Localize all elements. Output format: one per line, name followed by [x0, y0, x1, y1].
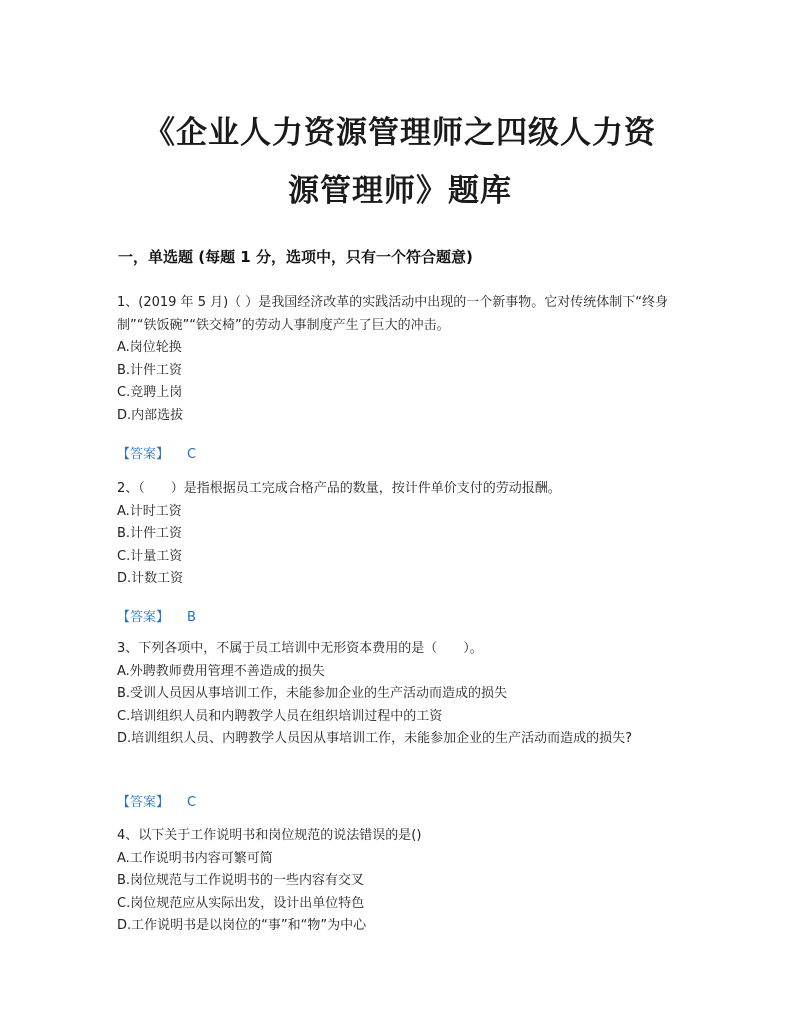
- answer-2: [117, 606, 196, 625]
- question-4: [117, 825, 697, 938]
- answer-value: C: [187, 795, 197, 810]
- option-b: B.受训人员因从事培训工作，未能参加企业的生产活动而造成的损失: [117, 686, 508, 701]
- title-line-2: 源管理师》题库: [288, 173, 512, 209]
- answer-1: [117, 443, 196, 462]
- option-c: C.计量工资: [117, 548, 183, 564]
- question-stem: 3、下列各项中，不属于员工培训中无形资本费用的是（ ）。: [117, 641, 483, 656]
- question-3: [117, 638, 697, 751]
- option-d: D.内部选拔: [117, 407, 184, 423]
- title-line-1: 《企业人力资源管理师之四级人力资: [144, 115, 656, 151]
- option-b: B.计件工资: [117, 362, 183, 378]
- question-stem: 2、（ ）是指根据员工完成合格产品的数量，按计件单价支付的劳动报酬。: [117, 481, 561, 496]
- option-a: A.工作说明书内容可繁可简: [117, 850, 273, 866]
- question-stem: 1、(2019 年 5 月)（ ）是我国经济改革的实践活动中出现的一个新事物。它对传统体制下“终身制”“铁饭碗”“铁交椅”的劳动人事制度产生了巨大的冲击。: [117, 295, 669, 333]
- option-d: D.培训组织人员、内聘教学人员因从事培训工作，未能参加企业的生产活动而造成的损失?: [117, 731, 633, 746]
- option-b: B.岗位规范与工作说明书的一些内容有交叉: [117, 873, 365, 888]
- option-c: C.培训组织人员和内聘教学人员在组织培训过程中的工资: [117, 708, 443, 724]
- option-c: C.竞聘上岗: [117, 385, 183, 400]
- option-d: D.计数工资: [117, 571, 184, 586]
- question-stem: 4、以下关于工作说明书和岗位规范的说法错误的是(): [117, 828, 422, 843]
- answer-value: B: [187, 610, 196, 625]
- option-a: A.外聘教师费用管理不善造成的损失: [117, 663, 325, 679]
- answer-value: C: [187, 447, 197, 462]
- question-2: [117, 478, 697, 591]
- section-heading: 一，单选题 (每题 1 分，选项中，只有一个符合题意): [118, 248, 473, 266]
- document-title: [100, 104, 700, 220]
- option-b: B.计件工资: [117, 526, 183, 541]
- answer-3: [117, 791, 196, 810]
- option-a: A.计时工资: [117, 503, 182, 519]
- option-a: A.岗位轮换: [117, 340, 182, 355]
- answer-label: 【答案】: [117, 795, 170, 810]
- answer-label: 【答案】: [117, 447, 170, 462]
- option-d: D.工作说明书是以岗位的“事”和“物”为中心: [117, 918, 367, 933]
- option-c: C.岗位规范应从实际出发，设计出单位特色: [117, 895, 365, 911]
- question-1: [117, 292, 697, 427]
- answer-label: 【答案】: [117, 610, 170, 625]
